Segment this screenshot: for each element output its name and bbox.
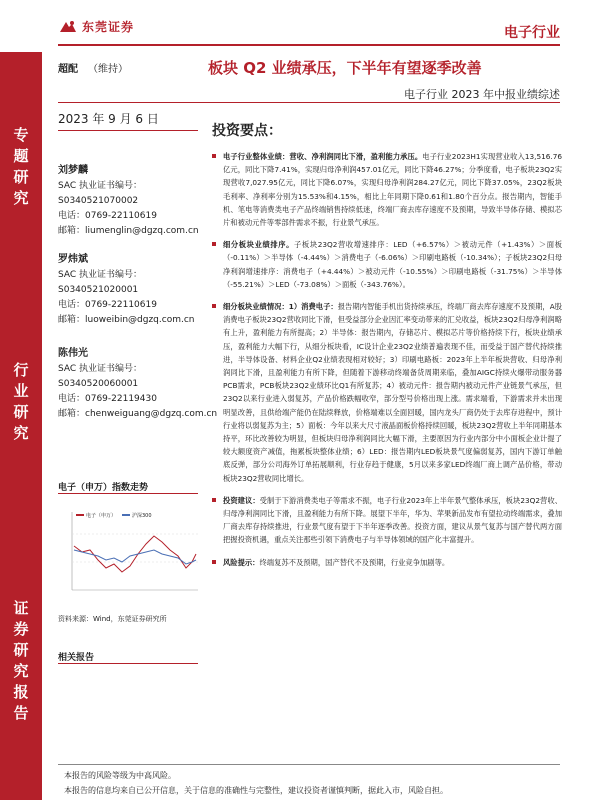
- paragraph-body: 终端复苏不及预期，国产替代不及预期，行业竞争加剧等。: [259, 557, 450, 567]
- paragraph-body: 电子行业2023H1实现营业收入13,516.76亿元，同比下降7.41%，实现归母净利润457.01亿元，同比下降46.27%；分季度看，电子板块23Q2实现营收7,027.95亿元，同比下降6.07%，实现归母净利润284.27亿元，同比下降37.05%，23Q2板块毛利率、净利率分别为15.53%和4.15%，相比上年同期下降0.61和1.80个百分点。报告期内，智能手机、笔电等消费类电子产品终端销售持续低迷，终端厂商去库存速度不及预期，导致半导体存储、模拟芯片和被动元件等零部件需求不振，行业景气承压。: [223, 152, 563, 228]
- side-band-industry: 行业研究: [0, 282, 42, 522]
- report-title: 板块 Q2 业绩承压，下半年有望逐季改善: [208, 59, 482, 77]
- paragraph-lead: 细分板块业绩情况：1）消费电子：: [223, 302, 338, 312]
- paragraph-body: 受制于下游消费类电子等需求不振，电子行业2023年上半年景气整体承压，板块23Q2营收、归母净利润同比下滑，且盈利能力有所下降。展望下半年，华为、苹果新品发布有望拉动终端需求，叠加厂商去库存持续推进，行业景气度有望于下半年逐季改善。投资方面，建议从景气复苏与国产替代两方面把握投资机遇，重点关注那些引领下消费电子与半导体领域的国产化丰富提升。: [223, 495, 562, 545]
- index-trend-chart: [58, 506, 200, 608]
- paragraph-body: 子板块23Q2营收增速排序：LED（+6.57%）＞被动元件（+1.43%）＞面板（-0.11%）＞半导体（-4.44%）＞消费电子（-6.06%）＞印刷电路板（-10.34%）；子板块23Q2归母净利润增速排序：消费电子（+4.44%）＞被动元件（-10.55%）＞印刷电路板（-31.75%）＞半导体（-55.21%）＞LED（-73.08%）＞面板（-343.76%）。: [223, 240, 562, 289]
- report-date: 2023 年 9 月 6 日: [58, 112, 159, 126]
- related-reports-title: 相关报告: [58, 653, 95, 663]
- footer-divider: [58, 764, 560, 765]
- analyst-card: [58, 252, 195, 328]
- rating-label: 超配: [58, 64, 78, 75]
- side-band-topic: 专题研究: [0, 52, 42, 282]
- analyst-phone: 电话：0769-22119430: [58, 394, 157, 404]
- related-divider: [58, 663, 198, 664]
- section-heading: 投资要点：: [212, 123, 282, 139]
- key-points: [212, 150, 562, 578]
- series-electronics: [74, 536, 196, 572]
- analyst-cert-no: S0340520060001: [58, 379, 139, 389]
- paragraph-lead: 细分板块业绩排序。: [223, 240, 295, 250]
- chart-svg: [58, 506, 200, 608]
- paragraph-lead: 电子行业整体业绩：营收、净利润同比下滑，盈利能力承压。: [223, 152, 423, 161]
- logo-text: 东莞证券: [82, 20, 135, 34]
- bullet-icon: [212, 242, 216, 246]
- analyst-card: [58, 163, 199, 239]
- header-divider: [58, 44, 560, 46]
- analyst-cert-no: S0340521070002: [58, 196, 139, 206]
- bullet-icon: [212, 560, 216, 564]
- paragraph-lead: 风险提示：: [223, 557, 260, 567]
- legend-label-csi300: 沪深300: [132, 513, 152, 519]
- title-divider: [58, 102, 560, 103]
- key-point-paragraph: [212, 494, 562, 547]
- analyst-name: 刘梦麟: [58, 165, 88, 176]
- side-band-report: 证券研究报告: [0, 522, 42, 800]
- analyst-cert-label: SAC 执业证书编号：: [58, 181, 143, 191]
- bullet-icon: [212, 154, 216, 158]
- report-header: [0, 0, 600, 52]
- paragraph-body: 报告期内智能手机出货持续承压，终端厂商去库存速度不及预期，A股消费电子板块23Q2营收同比下滑，但受益部分企业因汇率变动带来的汇兑收益，板块23Q2归母净利润略有上升，盈利能力有所提高；2）半导体：报告期内，存储芯片、模拟芯片等价格持续下行，板块业绩承压，盈利能力大幅下行，从细分板块看，IC设计企业23Q2业绩普遍表现不佳，而受益于国产替代持续推进，半导体设备、材料企业Q2业绩表现相对较好；3）印刷电路板：2023年上半年板块营收、归母净利润同比下滑，且盈利能力有所下降，但随着下游移动终端备货周期来临，叠加AIGC持续火爆带动服务器PCB需求，PCB板块23Q2业绩环比Q1有所复苏；4）被动元件：报告期内被动元件产业链景气承压，但23Q2以来行业进入弱复苏，产品价格跌幅收窄，部分型号价格出现上涨。需求端看，下游需求并未出现明显改善，且供给端产能仍在陆续释放，价格端难以全面回暖，国内龙头厂商仍处于去库存进程中，预计行业将以弱复苏为主；5）面板：今年以来大尺寸液晶面板价格持续回暖，板块23Q2营收上半年同期基本持平，环比改善较为明显，但板块归母净利润同比大幅下滑，主要原因为行业内部分中小面板企业计提了较大额度资产减值，拖累板块整体业绩；6）LED：报告期内LED板块景气度偏弱复苏，国内下游订单触底反弹，部分公司海外订单拓展顺利，行业存趋于健康，5月以来多家LED终端厂商上调产品价格，带动板块23Q2营收同比增长。: [223, 302, 562, 483]
- disclaimer-note: 本报告的信息均来自已公开信息，关于信息的准确性与完整性，建议投资者谨慎判断，据此入市，风险自担。: [64, 786, 448, 795]
- analyst-card: [58, 346, 217, 422]
- analyst-cert-no: S0340521020001: [58, 285, 139, 295]
- legend-swatch-electronics: [76, 514, 84, 516]
- legend-label-electronics: 电子（申万）: [86, 513, 117, 519]
- risk-level-note: 本报告的风险等级为中高风险。: [64, 771, 176, 780]
- logo-icon: [58, 19, 78, 35]
- analyst-name: 陈伟光: [58, 348, 88, 359]
- industry-title: 电子行业: [504, 25, 560, 41]
- rating-status: （维持）: [88, 64, 128, 75]
- rating: [58, 60, 128, 75]
- paragraph-lead: 投资建议：: [223, 495, 260, 505]
- key-point-paragraph: [212, 300, 562, 485]
- analyst-email: 邮箱：luoweibin@dgzq.com.cn: [58, 315, 195, 325]
- key-point-paragraph: [212, 556, 562, 569]
- analyst-email: 邮箱：chenweiguang@dgzq.com.cn: [58, 409, 218, 419]
- company-logo: [58, 18, 134, 35]
- bullet-icon: [212, 498, 216, 502]
- key-point-paragraph: [212, 238, 562, 291]
- analyst-cert-label: SAC 执业证书编号：: [58, 270, 143, 280]
- chart-divider: [58, 493, 198, 494]
- analyst-phone: 电话：0769-22110619: [58, 300, 157, 310]
- analyst-email: 邮箱：liumenglin@dgzq.com.cn: [58, 226, 199, 236]
- chart-source: 资料来源：Wind，东莞证券研究所: [58, 615, 167, 623]
- analyst-cert-label: SAC 执业证书编号：: [58, 364, 143, 374]
- key-point-paragraph: [212, 150, 562, 229]
- chart-title: 电子（申万）指数走势: [58, 483, 149, 493]
- analyst-phone: 电话：0769-22110619: [58, 211, 157, 221]
- analyst-name: 罗炜斌: [58, 254, 88, 265]
- report-subtitle: 电子行业 2023 年中报业绩综述: [404, 88, 560, 101]
- date-divider: [58, 130, 198, 131]
- bullet-icon: [212, 304, 216, 308]
- legend-swatch-csi300: [122, 514, 130, 516]
